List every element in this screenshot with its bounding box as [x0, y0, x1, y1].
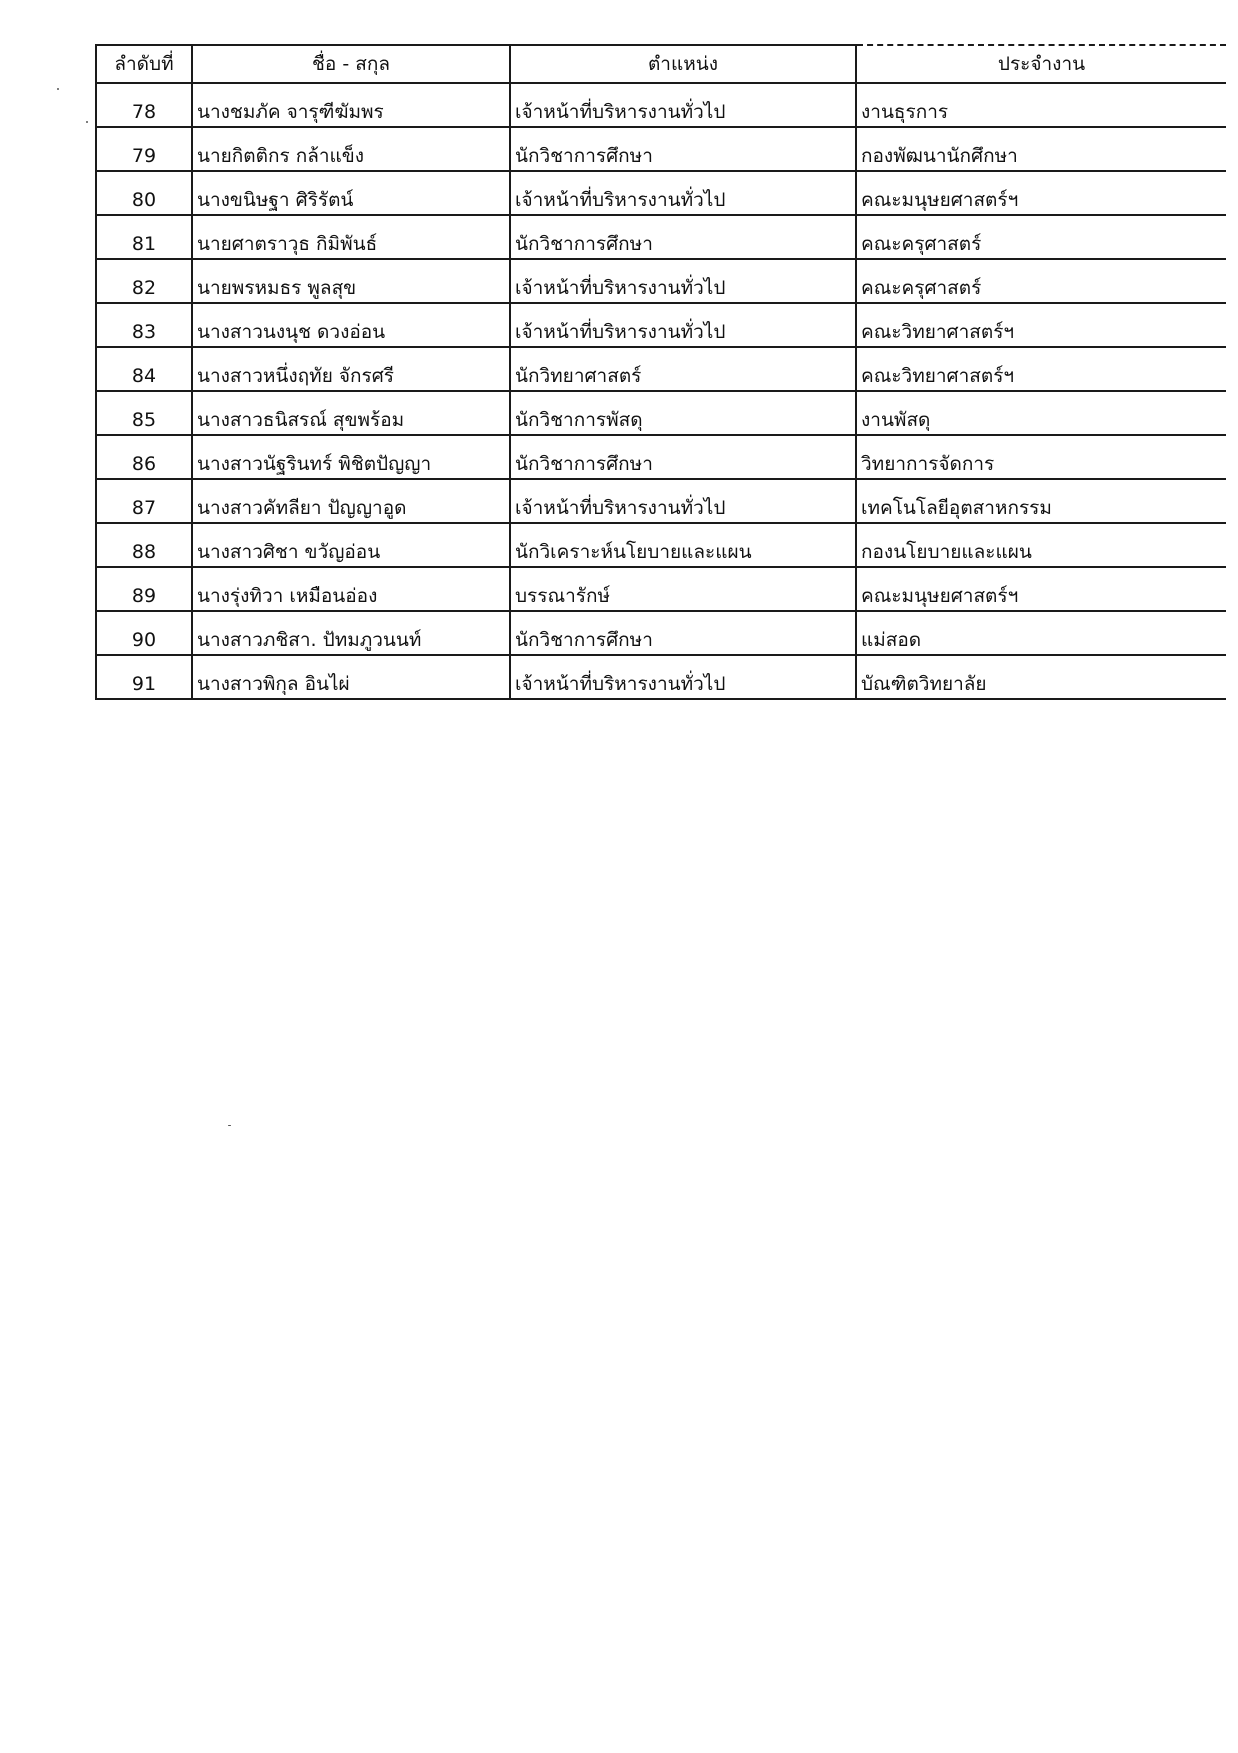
cell-no: 84 — [96, 347, 192, 391]
cell-position: นักวิเคราะห์นโยบายและแผน — [510, 523, 856, 567]
scan-speck — [228, 1125, 231, 1126]
cell-department: กองพัฒนานักศึกษา — [856, 127, 1226, 171]
cell-name: นางสาวศิชา ขวัญอ่อน — [192, 523, 510, 567]
cell-position: นักวิชาการศึกษา — [510, 127, 856, 171]
cell-position: นักวิชาการศึกษา — [510, 435, 856, 479]
cell-name: นางชมภัค จารุฑีฆัมพร — [192, 83, 510, 127]
table-body — [96, 83, 1226, 699]
header-name: ชื่อ - สกุล — [192, 45, 510, 83]
cell-name: นางขนิษฐา ศิริรัตน์ — [192, 171, 510, 215]
cell-no: 79 — [96, 127, 192, 171]
cell-position: เจ้าหน้าที่บริหารงานทั่วไป — [510, 479, 856, 523]
staff-roster-table — [95, 44, 1226, 700]
cell-name: นางสาวพิกุล อินไผ่ — [192, 655, 510, 699]
header-position: ตำแหน่ง — [510, 45, 856, 83]
cell-position: เจ้าหน้าที่บริหารงานทั่วไป — [510, 83, 856, 127]
cell-no: 88 — [96, 523, 192, 567]
cell-position: เจ้าหน้าที่บริหารงานทั่วไป — [510, 303, 856, 347]
cell-department: งานพัสดุ — [856, 391, 1226, 435]
header-department: ประจำงาน — [856, 45, 1226, 83]
cell-position: นักวิชาการพัสดุ — [510, 391, 856, 435]
table-row — [96, 611, 1226, 655]
cell-position: นักวิทยาศาสตร์ — [510, 347, 856, 391]
table-row — [96, 303, 1226, 347]
cell-no: 86 — [96, 435, 192, 479]
table-header — [96, 45, 1226, 83]
table-row — [96, 435, 1226, 479]
cell-name: นางสาวหนึ่งฤทัย จักรศรี — [192, 347, 510, 391]
cell-no: 91 — [96, 655, 192, 699]
cell-no: 82 — [96, 259, 192, 303]
cell-no: 85 — [96, 391, 192, 435]
cell-no: 80 — [96, 171, 192, 215]
cell-department: คณะครุศาสตร์ — [856, 259, 1226, 303]
cell-no: 78 — [96, 83, 192, 127]
cell-department: เทคโนโลยีอุตสาหกรรม — [856, 479, 1226, 523]
cell-department: คณะมนุษยศาสตร์ฯ — [856, 567, 1226, 611]
cell-no: 90 — [96, 611, 192, 655]
cell-name: นางรุ่งทิวา เหมือนอ่อง — [192, 567, 510, 611]
cell-position: นักวิชาการศึกษา — [510, 215, 856, 259]
table-row — [96, 567, 1226, 611]
cell-name: นางสาวภชิสา. ปัทมภูวนนท์ — [192, 611, 510, 655]
cell-department: งานธุรการ — [856, 83, 1226, 127]
cell-department: คณะวิทยาศาสตร์ฯ — [856, 303, 1226, 347]
table-row — [96, 479, 1226, 523]
header-no: ลำดับที่ — [96, 45, 192, 83]
cell-position: นักวิชาการศึกษา — [510, 611, 856, 655]
cell-name: นางสาวคัทลียา ปัญญาอูด — [192, 479, 510, 523]
cell-no: 81 — [96, 215, 192, 259]
cell-no: 87 — [96, 479, 192, 523]
cell-name: นางสาวนงนุช ดวงอ่อน — [192, 303, 510, 347]
cell-department: แม่สอด — [856, 611, 1226, 655]
cell-name: นายพรหมธร พูลสุข — [192, 259, 510, 303]
cell-name: นางสาวธนิสรณ์ สุขพร้อม — [192, 391, 510, 435]
cell-department: คณะครุศาสตร์ — [856, 215, 1226, 259]
cell-department: คณะมนุษยศาสตร์ฯ — [856, 171, 1226, 215]
scan-speck — [86, 121, 88, 123]
cell-name: นางสาวนัฐรินทร์ พิชิตปัญญา — [192, 435, 510, 479]
table-row — [96, 83, 1226, 127]
header-row — [96, 45, 1226, 83]
table-row — [96, 171, 1226, 215]
cell-name: นายกิตติกร กล้าแข็ง — [192, 127, 510, 171]
table-row — [96, 655, 1226, 699]
cell-position: บรรณารักษ์ — [510, 567, 856, 611]
table-row — [96, 215, 1226, 259]
cell-department: วิทยาการจัดการ — [856, 435, 1226, 479]
cell-name: นายศาตราวุธ กิมิพันธ์ — [192, 215, 510, 259]
cell-no: 89 — [96, 567, 192, 611]
cell-department: กองนโยบายและแผน — [856, 523, 1226, 567]
cell-no: 83 — [96, 303, 192, 347]
table-row — [96, 391, 1226, 435]
cell-position: เจ้าหน้าที่บริหารงานทั่วไป — [510, 171, 856, 215]
table-row — [96, 347, 1226, 391]
table-row — [96, 127, 1226, 171]
cell-department: คณะวิทยาศาสตร์ฯ — [856, 347, 1226, 391]
cell-position: เจ้าหน้าที่บริหารงานทั่วไป — [510, 655, 856, 699]
cell-position: เจ้าหน้าที่บริหารงานทั่วไป — [510, 259, 856, 303]
cell-department: บัณฑิตวิทยาลัย — [856, 655, 1226, 699]
scan-speck — [57, 88, 59, 90]
table-row — [96, 523, 1226, 567]
table-row — [96, 259, 1226, 303]
